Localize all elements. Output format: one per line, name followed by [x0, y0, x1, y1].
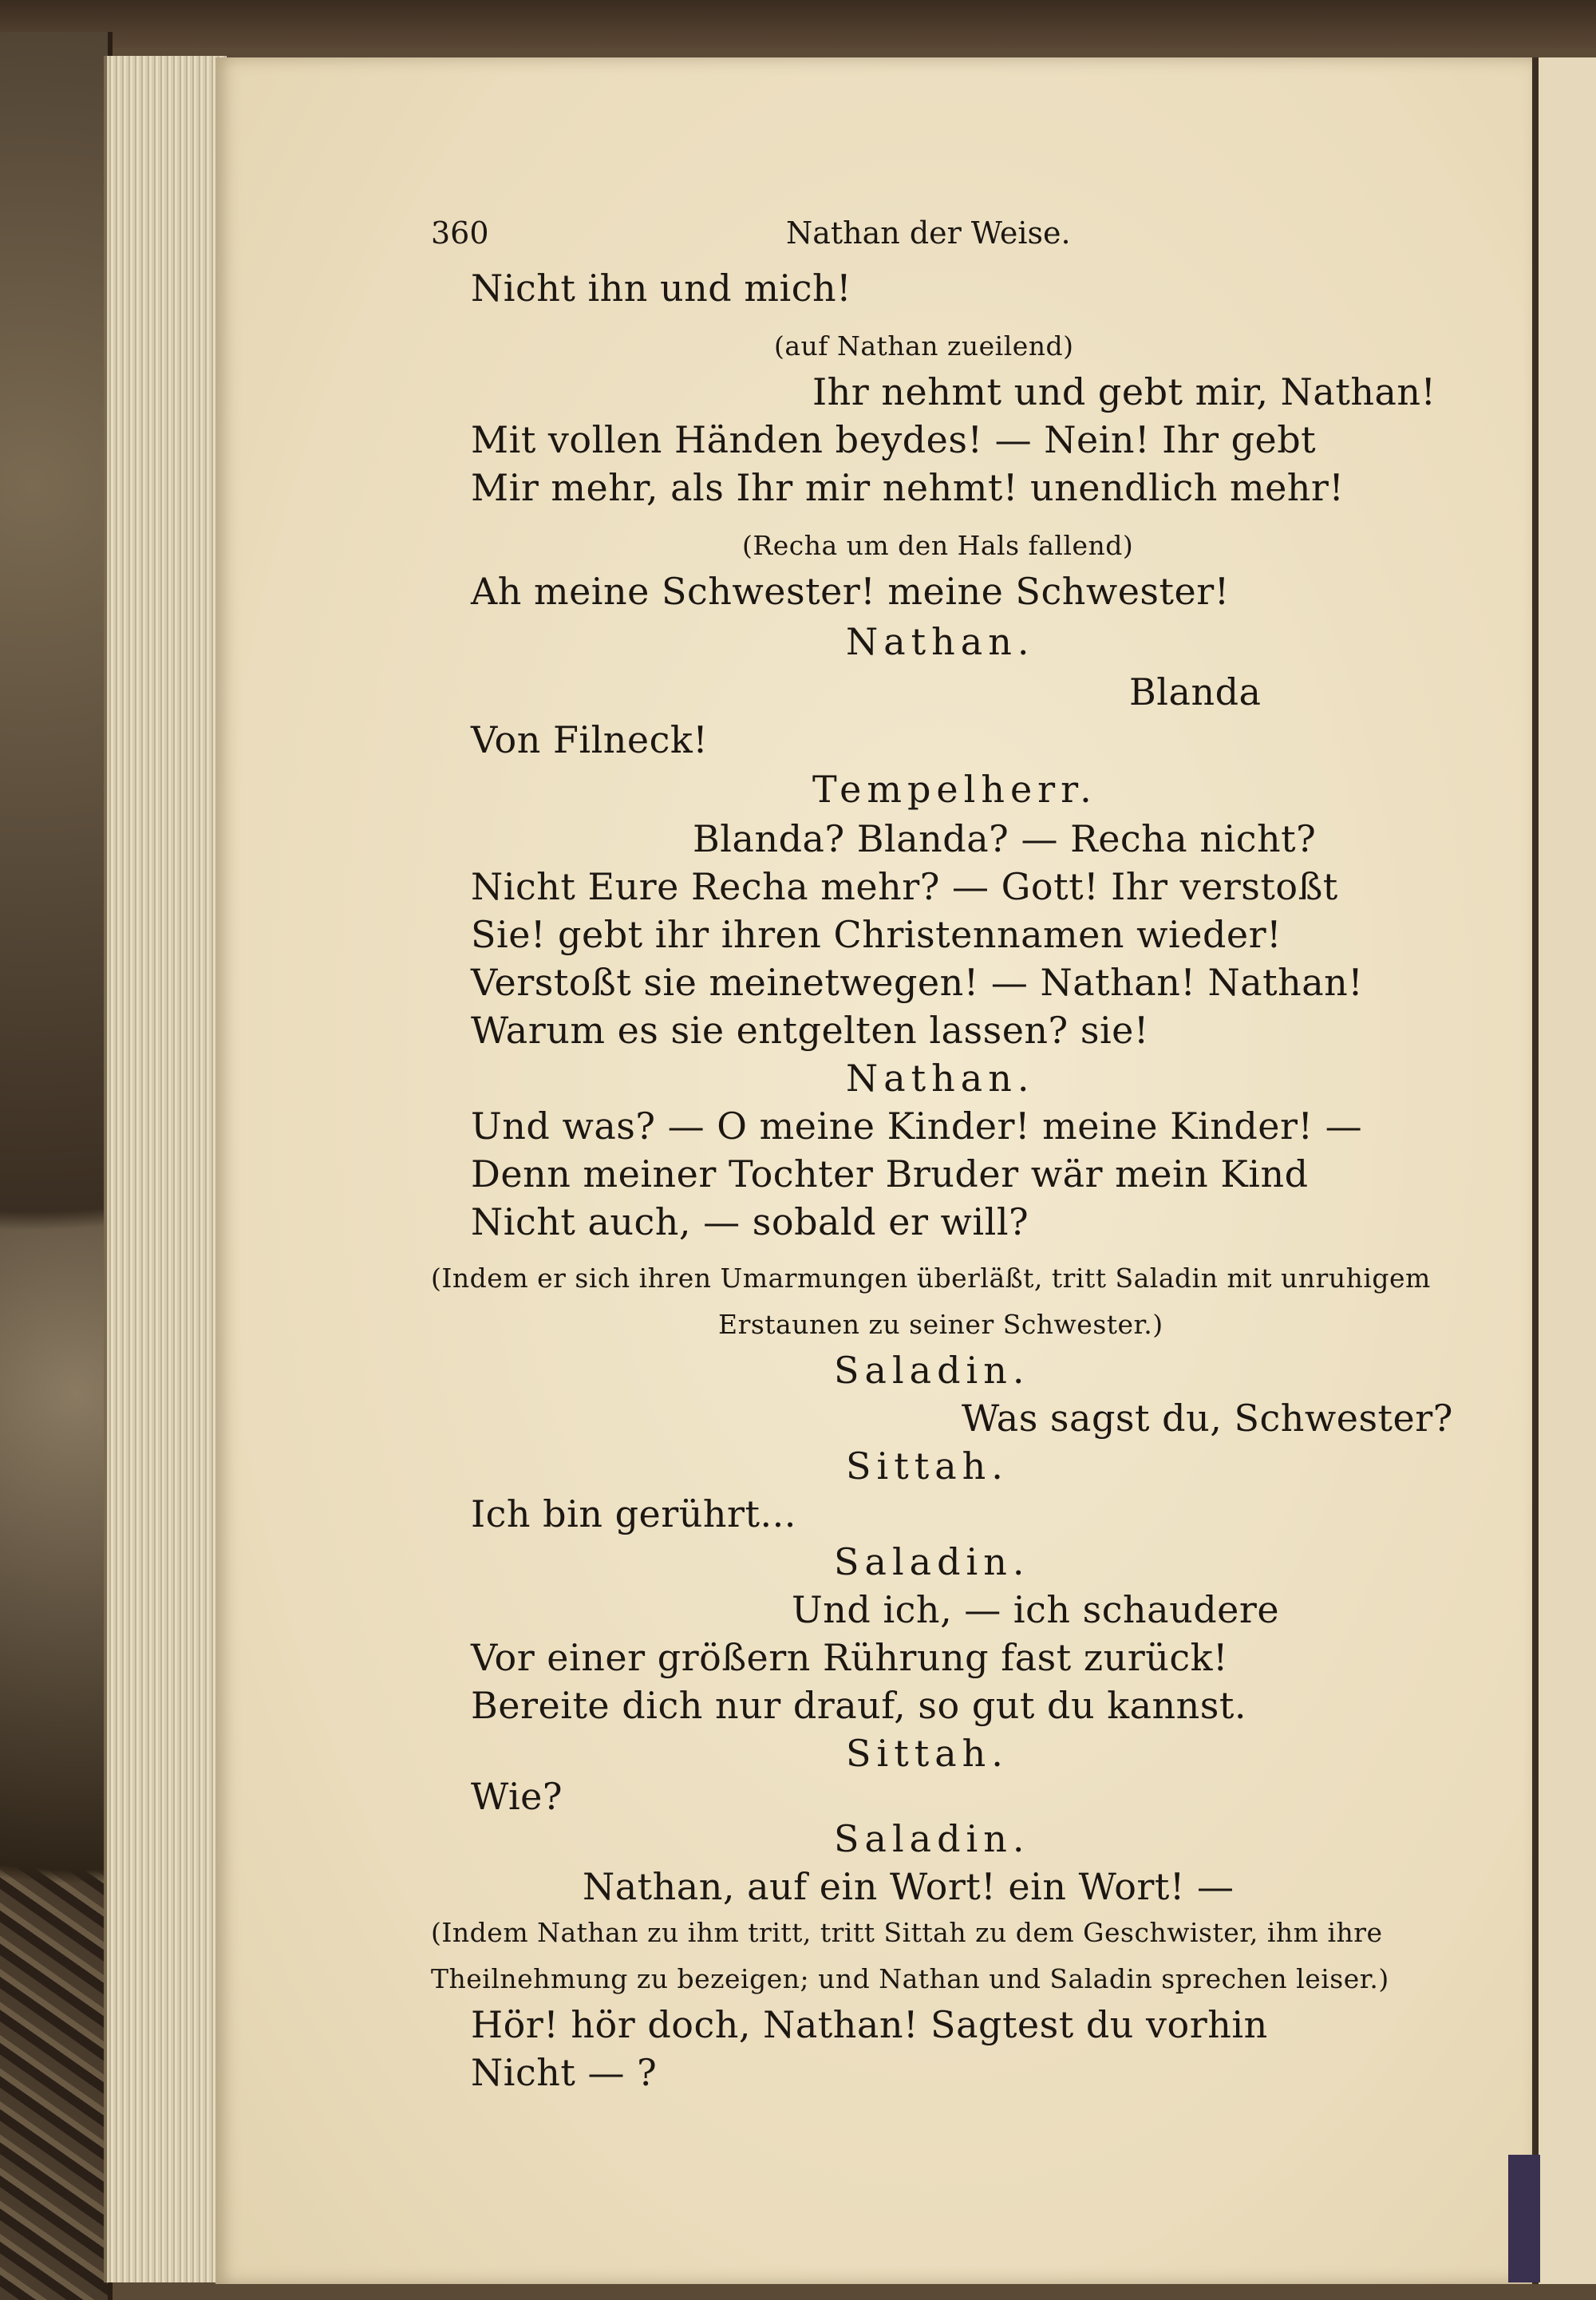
verse-line: Mit vollen Händen beydes! — Nein! Ihr gebt: [471, 418, 1317, 461]
verse-line: Nicht auch, — sobald er will?: [471, 1200, 1029, 1243]
verse-line: Wie?: [471, 1775, 563, 1818]
stage-direction: (Indem Nathan zu ihm tritt, tritt Sittah zu dem Geschwister, ihm ihre: [431, 1917, 1383, 1948]
verse-line: Nicht Eure Recha mehr? — Gott! Ihr verstoßt: [471, 865, 1338, 908]
verse-line: Mir mehr, als Ihr mir nehmt! unendlich mehr!: [471, 466, 1345, 509]
speaker-name: Sittah.: [846, 1444, 1009, 1488]
page-number: 360: [431, 215, 489, 251]
stage-direction: (Indem er sich ihren Umarmungen überläßt, tritt Saladin mit unruhigem: [431, 1263, 1431, 1294]
verse-line: Nicht ihn und mich!: [471, 267, 852, 310]
stage-direction: (Recha um den Hals fallend): [742, 530, 1134, 561]
verse-line: Warum es sie entgelten lassen? sie!: [471, 1009, 1149, 1052]
speaker-name: Nathan.: [846, 1057, 1035, 1100]
verse-line: Sie! gebt ihr ihren Christennamen wieder!: [471, 913, 1282, 956]
verse-line: Und was? — O meine Kinder! meine Kinder! —: [471, 1105, 1363, 1148]
verse-line: Blanda: [1129, 670, 1262, 713]
stage-direction: Theilnehmung zu bezeigen; und Nathan und Saladin sprechen leiser.): [431, 1963, 1389, 1994]
binding-ribbon: [1508, 2155, 1540, 2282]
verse-line: Vor einer größern Rührung fast zurück!: [471, 1636, 1228, 1679]
speaker-name: Sittah.: [846, 1732, 1009, 1775]
verse-line: Von Filneck!: [471, 718, 709, 761]
stage-direction: Erstaunen zu seiner Schwester.): [718, 1309, 1163, 1340]
page-edges: [104, 56, 227, 2282]
marbled-cover: [0, 32, 113, 2300]
verse-line: Ich bin gerührt...: [471, 1492, 796, 1535]
speaker-name: Saladin.: [834, 1349, 1030, 1392]
verse-line: Nicht — ?: [471, 2051, 658, 2094]
verse-line: Was sagst du, Schwester?: [962, 1397, 1453, 1440]
verse-line: Bereite dich nur drauf, so gut du kannst.: [471, 1684, 1246, 1727]
running-title: Nathan der Weise.: [786, 215, 1071, 251]
facing-page-edge: [1532, 57, 1596, 2284]
verse-line: Und ich, — ich schaudere: [792, 1588, 1280, 1631]
speaker-name: Nathan.: [846, 620, 1035, 663]
verse-line: Blanda? Blanda? — Recha nicht?: [693, 817, 1317, 860]
book-cover-top: [0, 0, 1596, 48]
speaker-name: Saladin.: [834, 1817, 1030, 1860]
stage-direction: (auf Nathan zueilend): [774, 330, 1074, 362]
speaker-name: Saladin.: [834, 1540, 1030, 1583]
verse-line: Verstoßt sie meinetwegen! — Nathan! Nathan!: [471, 961, 1364, 1004]
speaker-name: Tempelherr.: [812, 768, 1097, 811]
verse-line: Denn meiner Tochter Bruder wär mein Kind: [471, 1152, 1309, 1195]
verse-line: Nathan, auf ein Wort! ein Wort! —: [583, 1865, 1235, 1908]
verse-line: Ah meine Schwester! meine Schwester!: [471, 570, 1230, 613]
verse-line: Ihr nehmt und gebt mir, Nathan!: [812, 370, 1436, 413]
book-page: [215, 57, 1532, 2284]
verse-line: Hör! hör doch, Nathan! Sagtest du vorhin: [471, 2003, 1268, 2046]
